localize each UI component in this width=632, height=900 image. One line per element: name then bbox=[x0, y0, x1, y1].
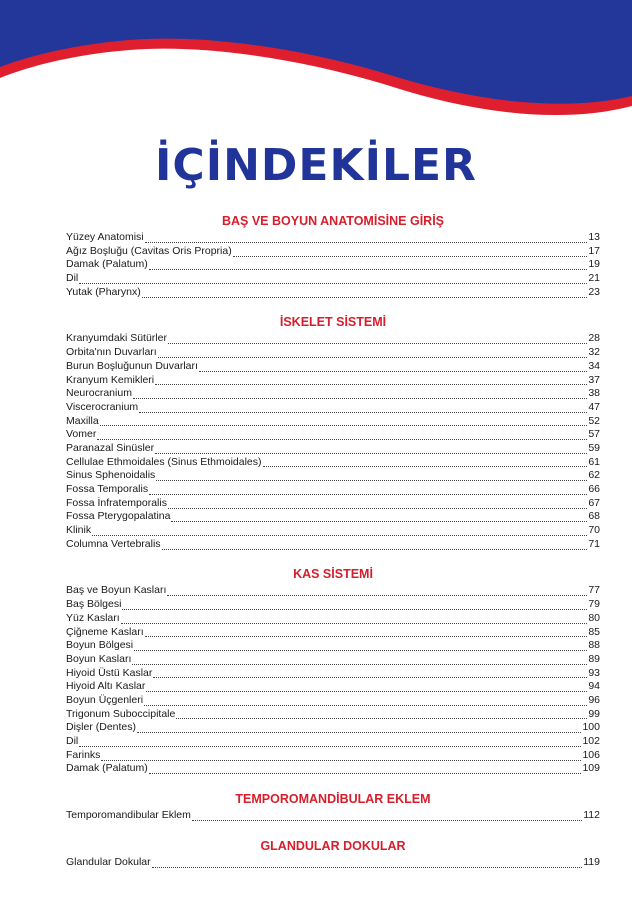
dot-leader bbox=[263, 457, 588, 467]
entry-page-number: 66 bbox=[588, 483, 600, 495]
entry-label: Dil bbox=[66, 735, 79, 747]
toc-entry bbox=[66, 721, 600, 735]
entry-page-number: 119 bbox=[583, 855, 600, 868]
entry-page-number: 77 bbox=[588, 584, 600, 597]
entry-label: Columna Vertebralis bbox=[66, 537, 161, 550]
entry-label: Dil bbox=[66, 272, 79, 285]
entry-page-number: 109 bbox=[582, 762, 600, 775]
entry-page-number: 47 bbox=[588, 400, 600, 413]
dot-leader bbox=[152, 858, 583, 868]
toc-section bbox=[66, 836, 600, 870]
entry-label: Neurocranium bbox=[66, 387, 132, 400]
entry-label: Fossa İnfratemporalis bbox=[66, 496, 167, 509]
section-gap bbox=[66, 299, 600, 312]
entry-label: Glandular Dokular bbox=[66, 855, 151, 868]
entry-label: Çiğneme Kasları bbox=[66, 625, 144, 638]
entry-label: Yüz Kasları bbox=[66, 611, 120, 624]
entry-page-number: 70 bbox=[588, 524, 600, 537]
dot-leader bbox=[137, 723, 581, 733]
dot-leader bbox=[162, 540, 588, 550]
dot-leader bbox=[132, 655, 587, 665]
entry-page-number: 62 bbox=[588, 469, 600, 482]
entry-page-number: 37 bbox=[588, 373, 600, 386]
entry-page-number: 21 bbox=[588, 272, 600, 285]
entry-label: Trigonum Suboccipitale bbox=[66, 707, 176, 720]
entry-page-number: 102 bbox=[582, 735, 600, 747]
section-gap bbox=[66, 551, 600, 564]
toc-entry bbox=[66, 258, 600, 272]
entry-label: Dişler (Dentes) bbox=[66, 721, 137, 734]
entry-page-number: 23 bbox=[588, 285, 600, 298]
toc-entry bbox=[66, 401, 600, 415]
toc-entry bbox=[66, 245, 600, 259]
dot-leader bbox=[122, 600, 587, 610]
section-gap bbox=[66, 823, 600, 836]
entry-page-number: 28 bbox=[588, 332, 600, 345]
dot-leader bbox=[158, 348, 588, 358]
section-heading: KAS SİSTEMİ bbox=[293, 567, 373, 582]
toc-entry bbox=[66, 510, 600, 524]
section-heading: İSKELET SİSTEMİ bbox=[279, 315, 387, 330]
entry-page-number: 71 bbox=[588, 537, 600, 550]
entry-page-number: 89 bbox=[588, 652, 600, 665]
toc-entry bbox=[66, 497, 600, 511]
dot-leader bbox=[145, 233, 588, 243]
entry-page-number: 52 bbox=[588, 414, 600, 427]
entry-label: Burun Boşluğunun Duvarları bbox=[66, 359, 198, 372]
entry-label: Hiyoid Üstü Kaslar bbox=[66, 666, 153, 679]
dot-leader bbox=[134, 641, 587, 651]
entry-page-number: 88 bbox=[588, 639, 600, 652]
entry-page-number: 38 bbox=[588, 387, 600, 400]
dot-leader bbox=[79, 737, 581, 747]
toc-entry bbox=[66, 639, 600, 653]
toc-entry bbox=[66, 332, 600, 346]
entry-page-number: 57 bbox=[588, 428, 600, 441]
entry-label: Maxilla bbox=[66, 414, 99, 427]
entry-label: Boyun Kasları bbox=[66, 652, 132, 665]
entry-page-number: 34 bbox=[588, 359, 600, 372]
toc-entry bbox=[66, 667, 600, 681]
entry-page-number: 19 bbox=[588, 258, 600, 271]
entry-label: Ağız Boşluğu (Cavitas Oris Propria) bbox=[66, 244, 232, 257]
entry-label: Viscerocranium bbox=[66, 400, 139, 413]
entry-page-number: 68 bbox=[588, 510, 600, 523]
page-title: İÇİNDEKİLER bbox=[155, 140, 477, 191]
toc-section bbox=[66, 211, 600, 299]
dot-leader bbox=[171, 512, 587, 522]
section-heading: BAŞ VE BOYUN ANATOMİSİNE GİRİŞ bbox=[221, 214, 444, 228]
toc-section bbox=[66, 312, 600, 551]
entry-page-number: 94 bbox=[588, 680, 600, 693]
toc-entry bbox=[66, 653, 600, 667]
toc-entry bbox=[66, 360, 600, 374]
entry-label: Yutak (Pharynx) bbox=[66, 285, 141, 298]
toc-entry bbox=[66, 612, 600, 626]
dot-leader bbox=[133, 389, 587, 399]
toc-entry bbox=[66, 809, 600, 823]
toc-entry bbox=[66, 442, 600, 456]
dot-leader bbox=[146, 682, 587, 692]
entry-page-number: 100 bbox=[582, 721, 600, 734]
toc-entry bbox=[66, 428, 600, 442]
entry-label: Kranyumdaki Sütürler bbox=[66, 332, 167, 345]
entry-page-number: 79 bbox=[588, 598, 600, 611]
toc-entry bbox=[66, 415, 600, 429]
toc-entry bbox=[66, 735, 600, 749]
dot-leader bbox=[121, 614, 588, 624]
toc-entry bbox=[66, 286, 600, 300]
entry-label: Fossa Pterygopalatina bbox=[66, 510, 171, 523]
toc-entry bbox=[66, 708, 600, 722]
entry-label: Cellulae Ethmoidales (Sinus Ethmoidales) bbox=[66, 455, 262, 468]
header-wave-banner bbox=[0, 0, 632, 140]
dot-leader bbox=[168, 334, 587, 344]
entry-label: Klinik bbox=[66, 524, 92, 537]
entry-page-number: 59 bbox=[588, 441, 600, 454]
entry-page-number: 93 bbox=[588, 666, 600, 679]
dot-leader bbox=[199, 362, 587, 372]
entry-label: Orbita'nın Duvarları bbox=[66, 346, 157, 359]
dot-leader bbox=[149, 764, 582, 774]
dot-leader bbox=[101, 751, 581, 761]
entry-label: Hiyoid Altı Kaslar bbox=[66, 680, 146, 693]
entry-page-number: 96 bbox=[588, 693, 600, 706]
entry-label: Vomer bbox=[66, 428, 97, 441]
entry-label: Baş ve Boyun Kasları bbox=[66, 584, 167, 597]
entry-page-number: 85 bbox=[588, 625, 600, 638]
section-heading: TEMPOROMANDİBULAR EKLEM bbox=[235, 792, 431, 807]
entry-label: Farinks bbox=[66, 748, 101, 761]
table-of-contents bbox=[66, 211, 600, 869]
entry-label: Temporomandibular Eklem bbox=[66, 809, 191, 822]
entry-page-number: 80 bbox=[588, 611, 600, 624]
dot-leader bbox=[155, 375, 587, 385]
entry-label: Paranazal Sinüsler bbox=[66, 441, 155, 454]
dot-leader bbox=[145, 627, 588, 637]
toc-entry bbox=[66, 483, 600, 497]
entry-page-number: 13 bbox=[588, 231, 600, 243]
toc-entry bbox=[66, 680, 600, 694]
entry-label: Fossa Temporalis bbox=[66, 483, 149, 495]
entry-page-number: 112 bbox=[583, 809, 600, 822]
entry-page-number: 106 bbox=[582, 748, 600, 761]
dot-leader bbox=[176, 709, 587, 719]
dot-leader bbox=[168, 499, 587, 509]
dot-leader bbox=[153, 668, 587, 678]
section-gap bbox=[66, 776, 600, 789]
toc-entry bbox=[66, 626, 600, 640]
dot-leader bbox=[144, 696, 587, 706]
entry-label: Kranyum Kemikleri bbox=[66, 373, 155, 386]
entry-page-number: 17 bbox=[588, 244, 600, 257]
dot-leader bbox=[92, 526, 587, 536]
dot-leader bbox=[167, 586, 587, 596]
entry-label: Baş Bölgesi bbox=[66, 598, 122, 611]
dot-leader bbox=[139, 403, 587, 413]
dot-leader bbox=[155, 444, 587, 454]
toc-entry bbox=[66, 584, 600, 598]
toc-section bbox=[66, 789, 600, 823]
entry-label: Damak (Palatum) bbox=[66, 762, 148, 775]
entry-page-number: 67 bbox=[588, 496, 600, 509]
dot-leader bbox=[149, 260, 588, 270]
dot-leader bbox=[192, 811, 582, 821]
toc-entry bbox=[66, 749, 600, 763]
dot-leader bbox=[100, 416, 588, 426]
entry-label: Boyun Üçgenleri bbox=[66, 693, 144, 706]
toc-entry bbox=[66, 856, 600, 870]
toc-entry bbox=[66, 762, 600, 776]
toc-section bbox=[66, 564, 600, 776]
dot-leader bbox=[149, 485, 587, 495]
entry-label: Damak (Palatum) bbox=[66, 258, 148, 271]
dot-leader bbox=[97, 430, 587, 440]
toc-entry bbox=[66, 374, 600, 388]
dot-leader bbox=[142, 288, 588, 298]
toc-entry bbox=[66, 346, 600, 360]
toc-entry bbox=[66, 469, 600, 483]
entry-page-number: 61 bbox=[588, 455, 600, 468]
entry-page-number: 99 bbox=[588, 707, 600, 720]
dot-leader bbox=[156, 471, 587, 481]
toc-entry bbox=[66, 456, 600, 470]
toc-entry bbox=[66, 538, 600, 552]
toc-entry bbox=[66, 387, 600, 401]
entry-label: Boyun Bölgesi bbox=[66, 639, 134, 652]
toc-entry bbox=[66, 231, 600, 245]
dot-leader bbox=[79, 274, 587, 284]
entry-page-number: 32 bbox=[588, 346, 600, 359]
toc-entry bbox=[66, 598, 600, 612]
entry-label: Sinus Sphenoidalis bbox=[66, 469, 156, 482]
toc-entry bbox=[66, 272, 600, 286]
dot-leader bbox=[233, 247, 588, 257]
toc-entry bbox=[66, 694, 600, 708]
entry-label: Yüzey Anatomisi bbox=[66, 231, 144, 243]
section-heading: GLANDULAR DOKULAR bbox=[260, 838, 406, 853]
toc-entry bbox=[66, 524, 600, 538]
